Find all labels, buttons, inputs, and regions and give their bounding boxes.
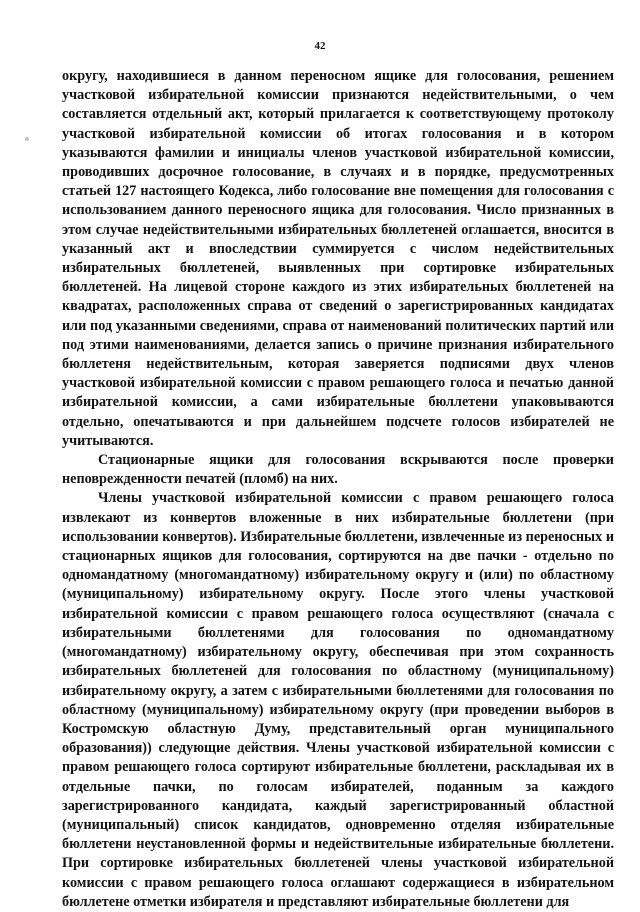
paragraph-sorting-procedure: Члены участковой избирательной комиссии с правом решающего голоса извлекают из конвертов вложенные в них избирательные бюллетени (при использовании конвертов). Избирательные бюллетени, извлеченные из переносных и стационарных ящиков для голосования, сортируются на две пачки - отдельно по одномандатному (многомандатному) избирательному округу и (или) по областному (муниципальному) избирательному округу. После этого члены участковой избирательной комиссии с правом решающего голоса осуществляют (сначала с избирательными бюллетенями для голосования по одномандатному (многомандатному) избирательному округу, обеспечивая при этом сохранность избирательных бюллетеней для голосования по областному (муниципальному) избирательному округу, а затем с избирательными бюллетенями для голосования по областному (муниципальному) избирательному округу (при проведении выборов в Костромскую областную Думу, представительный орган муниципального образования)) следующие действия. Члены участковой избирательной комиссии с правом решающего голоса сортируют избирательные бюллетени, раскладывая их в отдельные пачки, по голосам избирателей, поданным за каждого зарегистрированного кандидата, каждый зарегистрированный областной (муниципальный) список кандидатов, одновременно отделяя избирательные бюллетени неустановленной формы и недействительные избирательные бюллетени. При сортировке избирательных бюллетеней члены участковой избирательной комиссии с правом решающего голоса оглашают содержащиеся в избирательном бюллетене отметки избирателя и представляют избирательные бюллетени для (62, 490, 614, 910)
margin-dot (25, 137, 29, 141)
paragraph-stationary-boxes: Стационарные ящики для голосования вскрываются после проверки неповрежденности печатей (пломб) на них. (62, 452, 614, 488)
paragraph-continuation: округу, находившиеся в данном переносном ящике для голосования, решением участковой избирательной комиссии признаются недействительными, о чем составляется отдельный акт, который прилагается к соответствующему протоколу участковой избирательной комиссии об итогах голосования и в котором указываются фамилии и инициалы членов участковой избирательной комиссии, проводивших досрочное голосование, в случаях и в порядке, предусмотренных статьей 127 настоящего Кодекса, либо голосование вне помещения для голосования с использованием данного переносного ящика для голосования. Число признанных в этом случае недействительными избирательных бюллетеней оглашается, вносится в указанный акт и впоследствии суммируется с числом недействительных избирательных бюллетеней, выявленных при сортировке избирательных бюллетеней. На лицевой стороне каждого из этих избирательных бюллетеней на квадратах, расположенных справа от сведений о зарегистрированных кандидатах или под указанными сведениями, справа от наименований политических партий или под этими наименованиями, делается запись о причине признания избирательного бюллетеня недействительным, которая заверяется подписями двух членов участковой избирательной комиссии с правом решающего голоса и печатью данной избирательной комиссии, а сами избирательные бюллетени упаковываются отдельно, опечатываются и при дальнейшем подсчете голосов избирателей не учитываются. (62, 68, 614, 449)
page-number: 42 (314, 40, 326, 52)
document-body (62, 67, 614, 912)
